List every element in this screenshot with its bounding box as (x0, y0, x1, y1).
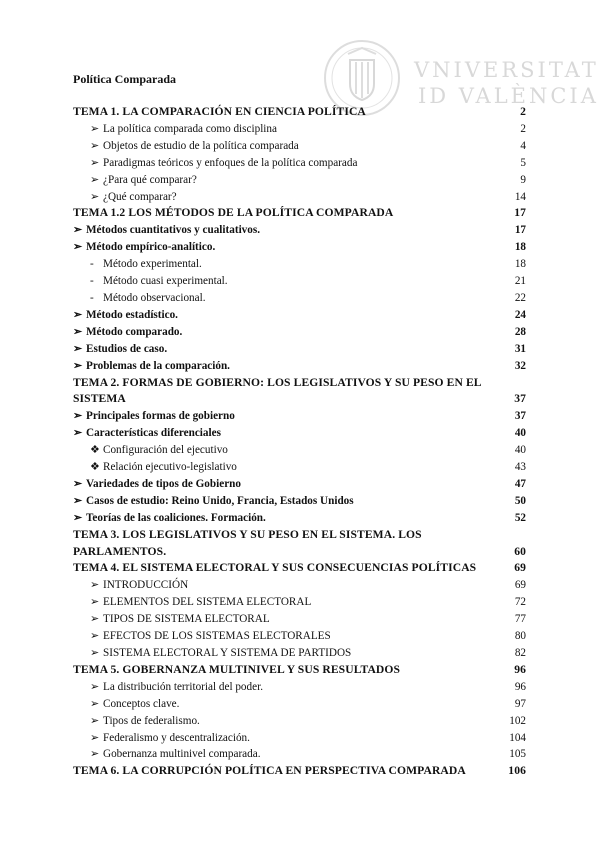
bullet-icon: ➢ (90, 613, 100, 626)
page-number: 5 (520, 156, 526, 169)
toc-entry[interactable] (73, 628, 526, 645)
bullet-icon: ❖ (90, 461, 101, 474)
toc-label (73, 628, 496, 645)
toc-entry[interactable] (73, 476, 526, 493)
page-number: 50 (514, 494, 526, 507)
toc-text: Método cuasi experimental. (103, 275, 228, 288)
toc-entry[interactable] (73, 239, 526, 256)
toc-entry[interactable] (73, 273, 526, 290)
page-number: 31 (514, 342, 526, 355)
bullet-icon: ➢ (90, 173, 100, 186)
toc-entry[interactable] (73, 358, 526, 375)
page-number: 18 (514, 258, 526, 271)
toc-chapter[interactable] (73, 205, 526, 222)
toc-entry[interactable] (73, 425, 526, 442)
toc-text: TEMA 1. LA COMPARACIÓN EN CIENCIA POLÍTICA (73, 105, 366, 118)
bullet-icon: ➢ (73, 494, 83, 507)
toc-text: Federalismo y descentralización. (103, 731, 250, 744)
page-number: 14 (514, 190, 526, 203)
toc-text: Método estadístico. (86, 308, 178, 321)
bullet-icon: ➢ (73, 477, 83, 490)
toc-entry[interactable] (73, 645, 526, 662)
toc-label (73, 358, 496, 375)
toc-label (73, 645, 496, 662)
toc-label (73, 155, 496, 172)
bullet-icon: ➢ (90, 156, 100, 169)
toc-label (73, 189, 496, 206)
toc-text: Conceptos clave. (103, 697, 180, 710)
bullet-icon: ➢ (90, 596, 100, 609)
toc-text: Relación ejecutivo-legislativo (103, 461, 237, 474)
toc-entry[interactable] (73, 138, 526, 155)
page-number: 96 (514, 662, 526, 676)
bullet-icon: ➢ (90, 139, 100, 152)
toc-entry[interactable] (73, 121, 526, 138)
toc-text: La política comparada como disciplina (103, 122, 277, 135)
page-number: 102 (509, 714, 526, 727)
bullet-icon: ➢ (73, 359, 83, 372)
toc-label (73, 104, 496, 121)
toc-text: TEMA 1.2 LOS MÉTODOS DE LA POLÍTICA COMPARADA (73, 206, 394, 220)
toc-text: TEMA 4. EL SISTEMA ELECTORAL Y SUS CONSECUENCIAS POLÍTICAS (73, 561, 477, 575)
page-number: 72 (514, 596, 526, 609)
toc-text: Objetos de estudio de la política comparada (103, 139, 299, 152)
bullet-icon: ➢ (90, 647, 100, 659)
toc-entry[interactable] (73, 713, 526, 730)
page-number: 80 (514, 630, 526, 643)
toc-chapter[interactable] (73, 104, 526, 121)
toc-label (73, 341, 496, 358)
bullet-icon: - (90, 291, 94, 304)
page-number: 96 (514, 680, 526, 693)
toc-text: Método empírico-analítico. (86, 241, 216, 254)
toc-text: ¿Qué comparar? (103, 190, 177, 203)
toc-text: Problemas de la comparación. (86, 359, 230, 372)
toc-text: Características diferenciales (86, 427, 221, 440)
toc-label (73, 730, 496, 747)
toc-text: EFECTOS DE LOS SISTEMAS ELECTORALES (103, 630, 331, 643)
toc-chapter[interactable] (73, 375, 526, 409)
bullet-icon: ➢ (73, 427, 83, 440)
page-number: 40 (514, 444, 526, 457)
toc-text: Variedades de tipos de Gobierno (86, 477, 241, 490)
toc-text: Principales formas de gobierno (86, 410, 235, 423)
toc-label (73, 476, 496, 493)
toc-text: INTRODUCCIÓN (103, 579, 189, 592)
page-number: 104 (509, 731, 526, 744)
page-number: 37 (514, 392, 526, 406)
toc-text: Casos de estudio: Reino Unido, Francia, Estados Unidos (86, 494, 354, 507)
bullet-icon: ➢ (90, 190, 100, 203)
bullet-icon: ➢ (73, 325, 83, 338)
toc-label (73, 679, 496, 696)
bullet-icon: ➢ (73, 342, 83, 355)
toc-label (73, 375, 496, 409)
page-number: 47 (514, 477, 526, 490)
bullet-icon: ➢ (90, 630, 100, 643)
page-number: 2 (520, 122, 526, 135)
bullet-icon: ➢ (90, 122, 100, 135)
toc-entry[interactable] (73, 189, 526, 206)
toc-entry[interactable] (73, 493, 526, 510)
toc-entry[interactable] (73, 730, 526, 747)
bullet-icon: ➢ (90, 748, 100, 761)
toc-text: Estudios de caso. (86, 342, 168, 355)
toc-label (73, 307, 496, 324)
logo-line-2: ID VALÈNCIA (418, 84, 599, 108)
toc-entry[interactable] (73, 307, 526, 324)
toc-label (73, 459, 496, 476)
page-number: 52 (514, 511, 526, 524)
page-title: Política Comparada (73, 72, 176, 86)
toc-label (73, 442, 496, 459)
page-number: 77 (514, 613, 526, 626)
toc-label (73, 577, 496, 594)
toc-text: Métodos cuantitativos y cualitativos. (86, 224, 261, 237)
toc-label (73, 662, 496, 679)
toc-text: TEMA 6. LA CORRUPCIÓN POLÍTICA EN PERSPECTIVA COMPARADA (73, 764, 466, 778)
toc-text: ELEMENTOS DEL SISTEMA ELECTORAL (103, 596, 312, 609)
toc-label (73, 560, 496, 577)
toc-text: La distribución territorial del poder. (103, 680, 263, 693)
page-number: 60 (514, 544, 526, 558)
toc-chapter[interactable] (73, 763, 526, 780)
toc-text: Gobernanza multinivel comparada. (103, 748, 261, 761)
toc-entry[interactable] (73, 408, 526, 425)
page-number: 105 (509, 748, 526, 761)
page-number: 4 (520, 139, 526, 152)
toc-label (73, 324, 496, 341)
toc-entry[interactable] (73, 746, 526, 763)
page-number: 69 (514, 579, 526, 592)
toc-text: Configuración del ejecutivo (103, 444, 228, 457)
toc-text: TEMA 2. FORMAS DE GOBIERNO: LOS LEGISLATIVOS Y SU PESO EN EL SISTEMA (73, 375, 481, 406)
toc-label (73, 256, 496, 273)
toc-entry[interactable] (73, 341, 526, 358)
page-number: 82 (514, 647, 526, 659)
toc-label (73, 138, 496, 155)
toc-label (73, 763, 496, 780)
page-number: 28 (514, 325, 526, 338)
toc-text: TEMA 5. GOBERNANZA MULTINIVEL Y SUS RESULTADOS (73, 662, 401, 676)
logo-line-1: VNIVERSITAT (414, 58, 599, 82)
toc-entry[interactable] (73, 222, 526, 239)
bullet-icon: ➢ (90, 731, 100, 744)
bullet-icon: ➢ (90, 680, 100, 693)
toc-entry[interactable] (73, 594, 526, 611)
toc-entry[interactable] (73, 172, 526, 189)
toc-label (73, 408, 496, 425)
toc-entry[interactable] (73, 679, 526, 696)
page-number: 32 (514, 359, 526, 372)
bullet-icon: ➢ (90, 714, 100, 727)
toc-label (73, 205, 496, 222)
page-number: 22 (514, 291, 526, 304)
bullet-icon: ➢ (73, 511, 83, 524)
page-number: 18 (514, 241, 526, 254)
toc-entry[interactable] (73, 611, 526, 628)
toc-text: Teorías de las coaliciones. Formación. (86, 511, 266, 524)
toc-text: Método observacional. (103, 291, 206, 304)
table-of-contents (73, 104, 526, 780)
toc-label (73, 239, 496, 256)
toc-label (73, 222, 496, 239)
toc-label (73, 594, 496, 611)
toc-entry[interactable] (73, 256, 526, 273)
page-number: 24 (514, 308, 526, 321)
toc-entry[interactable] (73, 155, 526, 172)
page-number: 40 (514, 427, 526, 440)
page-number: 106 (508, 764, 526, 778)
toc-label (73, 527, 496, 561)
bullet-icon: - (90, 258, 94, 271)
toc-text: Método experimental. (103, 258, 202, 271)
toc-label (73, 510, 496, 527)
toc-entry[interactable] (73, 442, 526, 459)
toc-label (73, 273, 496, 290)
page-number: 37 (514, 410, 526, 423)
toc-entry[interactable] (73, 459, 526, 476)
toc-text: TIPOS DE SISTEMA ELECTORAL (103, 613, 270, 626)
page-number: 2 (520, 105, 526, 118)
toc-text: Tipos de federalismo. (103, 714, 200, 727)
toc-label (73, 696, 496, 713)
toc-text: SISTEMA ELECTORAL Y SISTEMA DE PARTIDOS (103, 647, 352, 659)
bullet-icon: ➢ (90, 579, 100, 592)
toc-chapter[interactable] (73, 560, 526, 577)
toc-label (73, 290, 496, 307)
toc-entry[interactable] (73, 510, 526, 527)
toc-entry[interactable] (73, 577, 526, 594)
page-number: 9 (520, 173, 526, 186)
bullet-icon: ➢ (73, 224, 83, 237)
toc-label (73, 746, 496, 763)
bullet-icon: ➢ (73, 410, 83, 423)
bullet-icon: ❖ (90, 444, 101, 457)
page-number: 21 (514, 275, 526, 288)
bullet-icon: - (90, 275, 94, 288)
toc-chapter[interactable] (73, 527, 526, 561)
toc-label (73, 121, 496, 138)
toc-label (73, 172, 496, 189)
toc-text: TEMA 3. LOS LEGISLATIVOS Y SU PESO EN EL SISTEMA. LOS PARLAMENTOS. (73, 527, 422, 558)
bullet-icon: ➢ (90, 697, 100, 710)
toc-label (73, 425, 496, 442)
toc-entry[interactable] (73, 324, 526, 341)
toc-text: Paradigmas teóricos y enfoques de la política comparada (103, 156, 358, 169)
toc-label (73, 713, 496, 730)
toc-entry[interactable] (73, 290, 526, 307)
page-number: 69 (514, 561, 526, 575)
toc-label (73, 611, 496, 628)
toc-entry[interactable] (73, 696, 526, 713)
toc-text: Método comparado. (86, 325, 183, 338)
toc-text: ¿Para qué comparar? (103, 173, 197, 186)
bullet-icon: ➢ (73, 241, 83, 254)
page-number: 17 (514, 224, 526, 237)
page-number: 97 (514, 697, 526, 710)
toc-chapter[interactable] (73, 662, 526, 679)
page-number: 17 (514, 206, 526, 220)
toc-label (73, 493, 496, 510)
bullet-icon: ➢ (73, 308, 83, 321)
page-number: 43 (514, 461, 526, 474)
